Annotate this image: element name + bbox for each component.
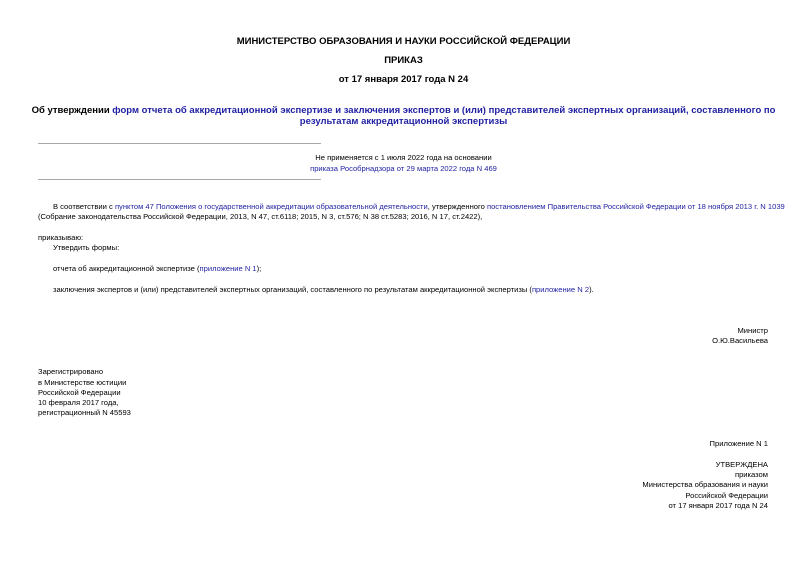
- appendix-line: Российской Федерации: [685, 491, 768, 500]
- registration-line: Зарегистрировано: [38, 367, 104, 376]
- ministry-heading: МИНИСТЕРСТВО ОБРАЗОВАНИЯ И НАУКИ РОССИЙСКОЙ ФЕДЕРАЦИИ: [236, 36, 571, 47]
- registration-line: 10 февраля 2017 года,: [38, 398, 119, 407]
- registration-line: Российской Федерации: [38, 388, 121, 397]
- signature-title: Министр: [737, 326, 768, 335]
- appendix-line: Министерства образования и науки: [642, 480, 768, 489]
- notice-link[interactable]: приказа Рособрнадзора от 29 марта 2022 года N 469: [310, 164, 497, 173]
- preamble-link2[interactable]: постановлением Правительства Российской Федерации от 18 ноября 2013 г. N 1039: [486, 202, 785, 211]
- notice-text: Не применяется с 1 июля 2022 года на основании: [315, 153, 492, 162]
- preamble-line1: [53, 202, 785, 212]
- approve-forms: Утвердить формы:: [53, 243, 120, 252]
- appendix-line: приказом: [734, 470, 768, 479]
- item-2: [53, 285, 594, 295]
- item1-end: );: [256, 264, 262, 273]
- item1-link[interactable]: приложение N 1: [199, 264, 257, 273]
- registration-line: в Министерстве юстиции: [38, 378, 127, 387]
- preamble-line2: (Собрание законодательства Российской Федерации, 2013, N 47, ст.6118; 2015, N 3, ст.576; N 38 ст.5283; 2016, N 17, ст.2422),: [38, 212, 483, 221]
- title-prefix: Об утверждении: [31, 105, 113, 116]
- signature-name: О.Ю.Васильева: [712, 336, 768, 345]
- item2-link[interactable]: приложение N 2: [531, 285, 590, 294]
- item-1: [53, 264, 261, 274]
- item2-end: ).: [589, 285, 594, 294]
- preamble-link1[interactable]: пунктом 47 Положения о государственной аккредитации образовательной деятельности: [114, 202, 428, 211]
- appendix-line: от 17 января 2017 года N 24: [668, 501, 768, 510]
- divider-top: [38, 143, 321, 144]
- divider-bottom: [38, 179, 321, 180]
- title-link[interactable]: форм отчета об аккредитационной экспертизе и заключения экспертов и (или) представителей экспертных организаций, составленного по: [112, 105, 776, 116]
- item2-text: заключения экспертов и (или) представителей экспертных организаций, составленного по результатам аккредитационной экспертизы (: [53, 285, 532, 294]
- item1-text: отчета об аккредитационной экспертизе (: [53, 264, 200, 273]
- doc-type: ПРИКАЗ: [384, 55, 423, 66]
- doc-title: [0, 105, 807, 116]
- appendix-label: Приложение N 1: [709, 439, 768, 448]
- registration-line: регистрационный N 45593: [38, 408, 131, 417]
- preamble-text2: , утвержденного: [427, 202, 487, 211]
- title-link-line2[interactable]: результатам аккредитационной экспертизы: [299, 116, 508, 127]
- order-word: приказываю:: [38, 233, 84, 242]
- appendix-approved: УТВЕРЖДЕНА: [715, 460, 768, 469]
- doc-date-number: от 17 января 2017 года N 24: [338, 74, 469, 85]
- preamble-text1: В соответствии с: [53, 202, 115, 211]
